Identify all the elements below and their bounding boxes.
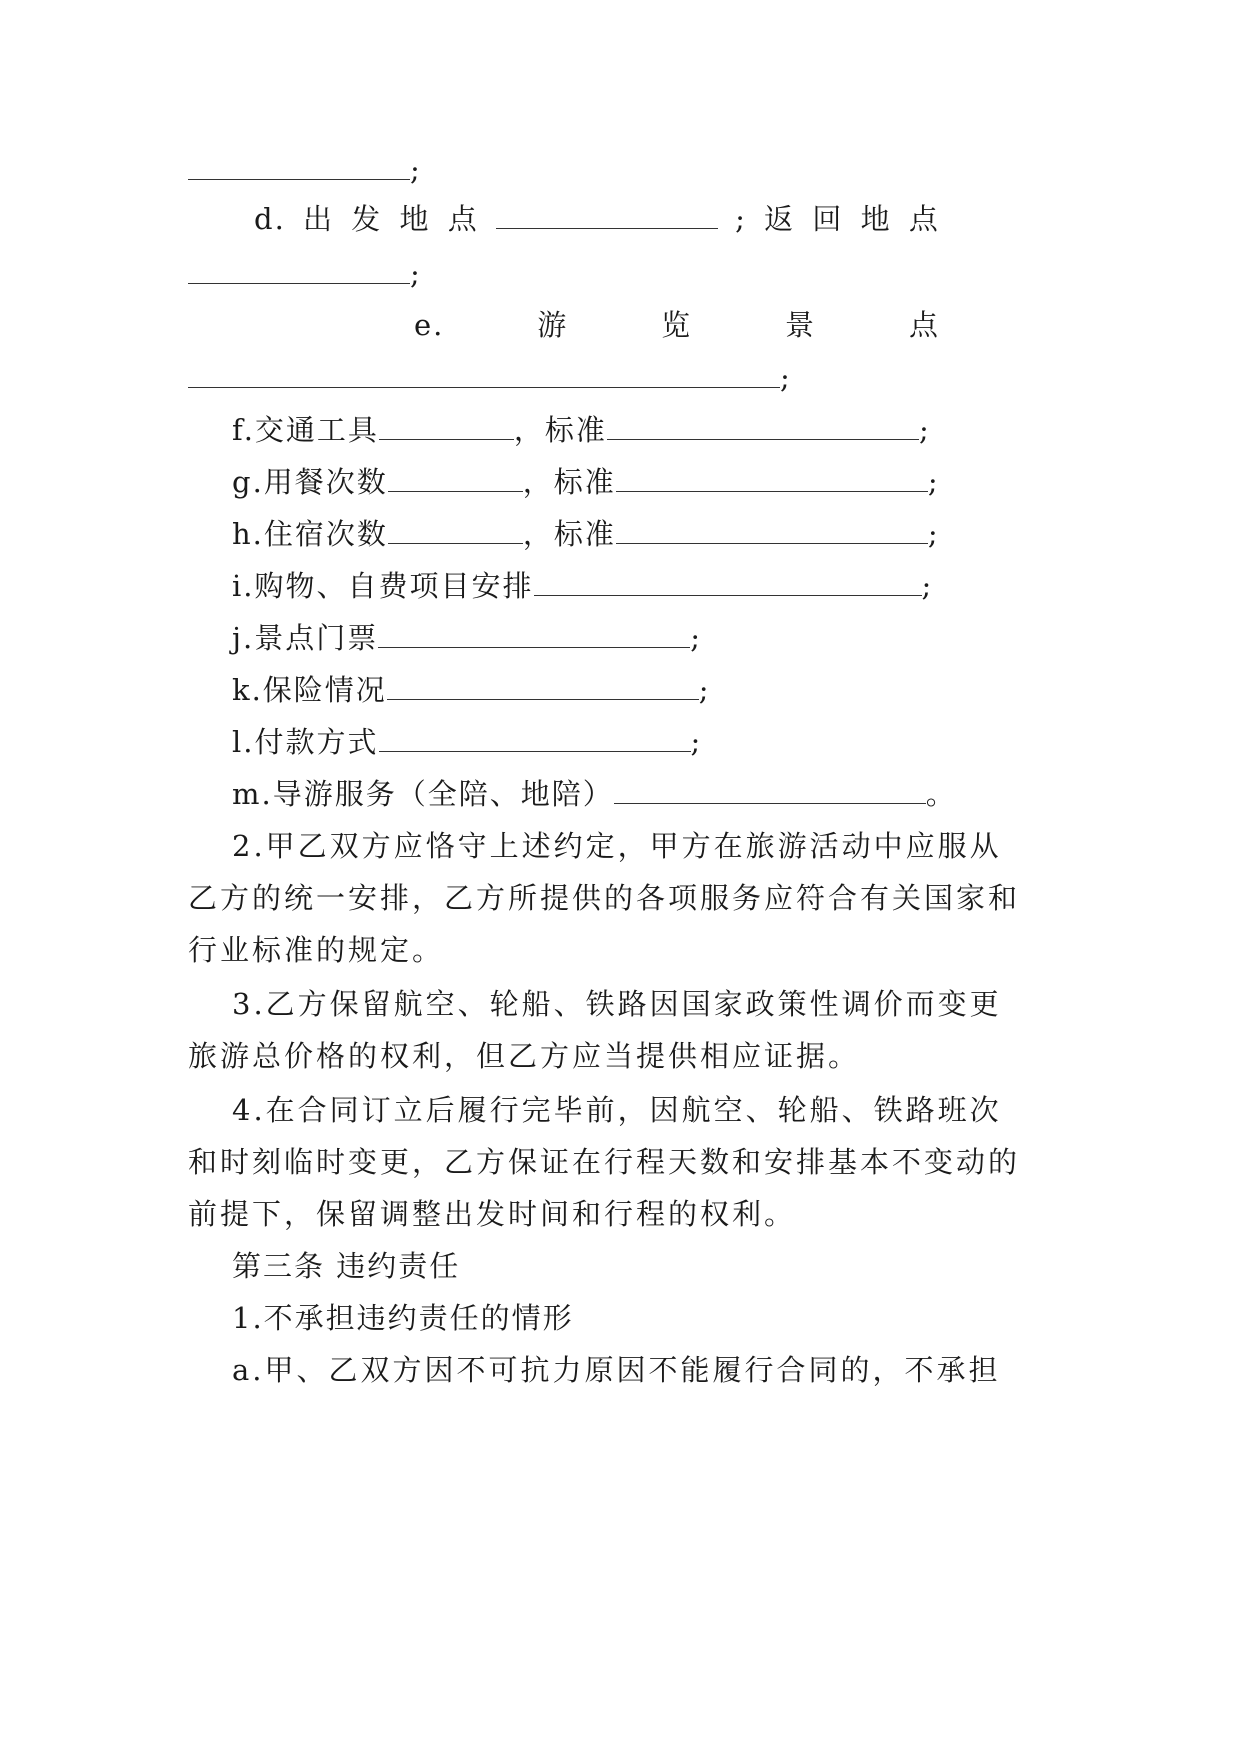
punctuation: ; bbox=[780, 361, 792, 395]
punctuation: ; bbox=[690, 725, 703, 759]
tickets-blank-field[interactable] bbox=[378, 617, 690, 648]
text-char: 地 bbox=[399, 202, 431, 236]
standard-label: ，标准 bbox=[522, 465, 616, 499]
para-3-line-1: 3.乙方保留航空、轮船、铁路因国家政策性调价而变更 bbox=[232, 987, 1002, 1021]
meals-standard-blank-field[interactable] bbox=[616, 461, 928, 492]
article-3-heading: 第三条 违约责任 bbox=[232, 1249, 461, 1283]
departure-blank-field[interactable] bbox=[496, 198, 718, 229]
transport-standard-blank-field[interactable] bbox=[607, 409, 919, 440]
text-char: 点 bbox=[908, 202, 940, 236]
line-g-meals bbox=[232, 460, 1032, 504]
standard-label: ，标准 bbox=[513, 413, 607, 447]
text-char: 返 bbox=[764, 202, 796, 236]
para-4-line-3: 前提下，保留调整出发时间和行程的权利。 bbox=[188, 1197, 797, 1231]
item-label: g.用餐次数 bbox=[232, 465, 388, 499]
item-label: d. bbox=[254, 202, 286, 236]
meals-blank-field[interactable] bbox=[388, 461, 523, 492]
para-4-line-1: 4.在合同订立后履行完毕前，因航空、轮船、铁路班次 bbox=[232, 1093, 1002, 1127]
article-3-item-a: a.甲、乙双方因不可抗力原因不能履行合同的，不承担 bbox=[232, 1353, 1001, 1387]
text-char: 出 bbox=[303, 202, 335, 236]
text-char: 点 bbox=[908, 308, 940, 342]
line-c-continuation bbox=[188, 148, 1058, 192]
line-l-payment bbox=[232, 720, 1032, 764]
payment-blank-field[interactable] bbox=[379, 721, 691, 752]
line-i-shopping bbox=[232, 564, 1032, 608]
article-3-item-1: 1.不承担违约责任的情形 bbox=[232, 1301, 574, 1335]
blank-field[interactable] bbox=[188, 149, 410, 180]
line-e-continuation bbox=[188, 356, 1058, 400]
punctuation: ; bbox=[927, 517, 940, 551]
item-label: e. bbox=[414, 308, 445, 342]
punctuation: ; bbox=[735, 202, 747, 236]
item-label: f.交通工具 bbox=[232, 413, 379, 447]
sights-blank-field[interactable] bbox=[188, 357, 780, 388]
item-label: m.导游服务（全陪、地陪） bbox=[232, 777, 614, 811]
text-char: 游 bbox=[537, 308, 569, 342]
text-char: 览 bbox=[661, 308, 693, 342]
punctuation: ; bbox=[927, 465, 940, 499]
item-label: j.景点门票 bbox=[232, 621, 379, 655]
line-d-continuation bbox=[188, 252, 1058, 296]
punctuation: ; bbox=[918, 413, 931, 447]
text-char: 回 bbox=[812, 202, 844, 236]
text-char: 发 bbox=[351, 202, 383, 236]
line-h-lodging bbox=[232, 512, 1032, 556]
item-label: l.付款方式 bbox=[232, 725, 379, 759]
line-j-tickets bbox=[232, 616, 1032, 660]
punctuation: ; bbox=[410, 257, 422, 291]
item-label: i.购物、自费项目安排 bbox=[232, 569, 534, 603]
punctuation: ; bbox=[410, 153, 422, 187]
punctuation: ; bbox=[921, 569, 934, 603]
punctuation: 。 bbox=[925, 777, 957, 811]
line-k-insurance bbox=[232, 668, 1032, 712]
punctuation: ; bbox=[690, 621, 702, 655]
para-3-line-2: 旅游总价格的权利，但乙方应当提供相应证据。 bbox=[188, 1039, 861, 1073]
text-char: 景 bbox=[785, 308, 817, 342]
insurance-blank-field[interactable] bbox=[387, 669, 699, 700]
shopping-blank-field[interactable] bbox=[534, 565, 922, 596]
transport-blank-field[interactable] bbox=[379, 409, 514, 440]
return-blank-field[interactable] bbox=[188, 253, 410, 284]
item-label: k.保险情况 bbox=[232, 673, 387, 707]
text-char: 点 bbox=[447, 202, 479, 236]
lodging-standard-blank-field[interactable] bbox=[616, 513, 928, 544]
guide-blank-field[interactable] bbox=[614, 773, 926, 804]
standard-label: ，标准 bbox=[522, 517, 616, 551]
line-m-guide bbox=[232, 772, 1032, 816]
line-f-transport bbox=[232, 408, 1032, 452]
para-2-line-2: 乙方的统一安排，乙方所提供的各项服务应符合有关国家和 bbox=[188, 881, 1021, 915]
line-d-departure bbox=[254, 197, 940, 241]
line-e-sights bbox=[414, 303, 940, 347]
punctuation: ; bbox=[698, 673, 711, 707]
item-label: h.住宿次数 bbox=[232, 517, 388, 551]
para-2-line-3: 行业标准的规定。 bbox=[188, 933, 445, 967]
para-2-line-1: 2.甲乙双方应恪守上述约定，甲方在旅游活动中应服从 bbox=[232, 829, 1002, 863]
text-char: 地 bbox=[860, 202, 892, 236]
para-4-line-2: 和时刻临时变更，乙方保证在行程天数和安排基本不变动的 bbox=[188, 1145, 1021, 1179]
lodging-blank-field[interactable] bbox=[388, 513, 523, 544]
